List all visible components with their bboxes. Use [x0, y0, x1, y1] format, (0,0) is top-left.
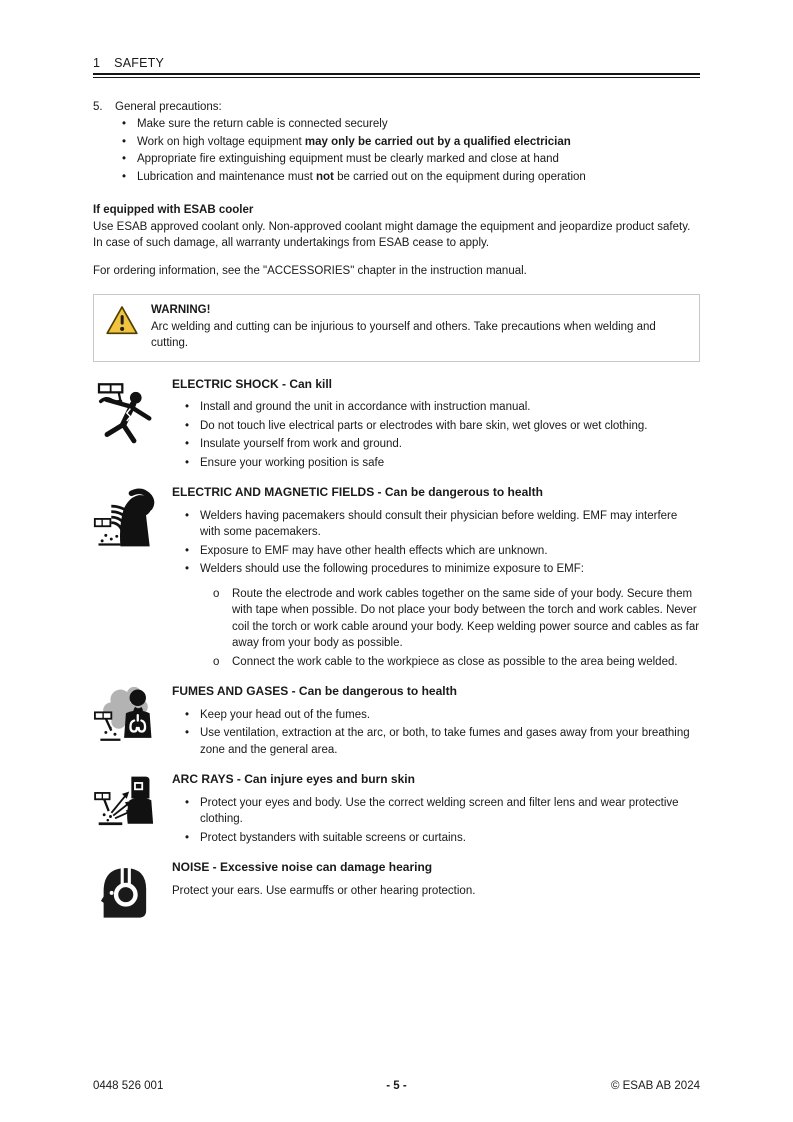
bullet-marker: •	[185, 419, 190, 432]
bullet-text: Work on high voltage equipment may only be carried out by a qualified electrician	[137, 135, 571, 148]
sub-bullet-item	[172, 654, 700, 671]
hazard-section	[93, 683, 700, 758]
precautions-title: General precautions:	[115, 100, 222, 113]
bullet-item	[172, 795, 700, 828]
bullet-text: Connect the work cable to the workpiece as close as possible to the area being welded.	[232, 655, 678, 668]
chapter-title: SAFETY	[114, 56, 164, 70]
hazard-items	[172, 883, 700, 900]
hazard-items	[172, 508, 700, 671]
hazard-section	[93, 376, 700, 472]
bullet-item	[115, 116, 700, 133]
bullet-text: Route the electrode and work cables together on the same side of your body. Secure them with tape when possible. Do not place your body between the torch and work cables. Never coil the torch or work cable around your body. Keep welding power source and cables as far away from your body as possible.	[232, 587, 700, 649]
bullet-marker: •	[185, 509, 190, 522]
warning-body: Arc welding and cutting can be injurious to yourself and others. Take precautions when welding and cutting.	[151, 320, 656, 349]
warning-box	[93, 294, 700, 362]
ordering-info: For ordering information, see the "ACCESSORIES" chapter in the instruction manual.	[93, 264, 527, 277]
bullet-text: Insulate yourself from work and ground.	[200, 438, 402, 450]
bullet-item	[172, 543, 700, 560]
arc-rays-icon	[93, 771, 172, 846]
bullet-item	[172, 561, 700, 578]
bullet-text: Welders should use the following procedures to minimize exposure to EMF:	[200, 563, 584, 575]
bullet-text: Exposure to EMF may have other health effects which are unknown.	[200, 544, 548, 557]
bullet-text: Protect bystanders with suitable screens or curtains.	[200, 831, 466, 844]
bullet-marker: •	[185, 708, 190, 721]
list-number: 5.	[93, 100, 103, 113]
electric-shock-icon	[93, 376, 172, 472]
bullet-text: Use ventilation, extraction at the arc, or both, to take fumes and gases away from your breathing zone and the general area.	[200, 727, 690, 756]
hazard-items	[172, 399, 700, 471]
bullet-marker: •	[122, 170, 127, 183]
bullet-item	[172, 707, 700, 724]
bullet-text: Do not touch live electrical parts or electrodes with bare skin, wet gloves or wet clothing.	[200, 419, 648, 432]
fumes-icon	[93, 683, 172, 758]
bullet-item	[172, 436, 700, 453]
bullet-marker: •	[185, 438, 190, 450]
bullet-text: Ensure your working position is safe	[200, 456, 385, 469]
bullet-item	[172, 455, 700, 472]
page-footer	[93, 1078, 700, 1098]
bullet-item	[172, 508, 700, 541]
bullet-marker: •	[185, 831, 190, 844]
bullet-marker: •	[185, 401, 190, 413]
page-number: - 5 -	[386, 1080, 407, 1092]
hazard-section	[93, 859, 700, 923]
emf-icon	[93, 484, 172, 670]
bullet-item	[115, 134, 700, 151]
bullet-item	[172, 830, 700, 847]
warning-title: WARNING!	[151, 304, 211, 316]
hazard-paragraph: Protect your ears. Use earmuffs or other hearing protection.	[172, 884, 476, 897]
hazard-title: FUMES AND GASES - Can be dangerous to health	[172, 684, 457, 698]
warning-triangle-icon	[105, 302, 151, 352]
document-number: 0448 526 001	[93, 1080, 164, 1092]
precautions-list	[115, 116, 700, 185]
cooler-heading: If equipped with ESAB cooler	[93, 204, 254, 216]
bullet-text: Welders having pacemakers should consult their physician before welding. EMF may interfere with some pacemakers.	[200, 509, 678, 538]
copyright-notice: © ESAB AB 2024	[610, 1080, 700, 1092]
hazard-title: ARC RAYS - Can injure eyes and burn skin	[172, 772, 415, 786]
hazard-list	[93, 376, 700, 924]
bullet-item	[172, 399, 700, 416]
bullet-marker: •	[122, 153, 127, 165]
noise-icon	[93, 859, 172, 923]
bullet-text: Keep your head out of the fumes.	[200, 708, 371, 721]
bullet-text: Make sure the return cable is connected securely	[137, 118, 388, 130]
bullet-marker: •	[185, 563, 190, 575]
cooler-body: Use ESAB approved coolant only. Non-approved coolant might damage the equipment and jeopardize product safety. In case of such damage, all warranty undertakings from ESAB cease to apply.	[93, 220, 691, 249]
bullet-marker: o	[213, 655, 220, 668]
bullet-text: Lubrication and maintenance must not be carried out on the equipment during operation	[137, 170, 586, 183]
sub-bullet-item	[172, 586, 700, 652]
bullet-marker: •	[185, 796, 190, 809]
hazard-title: ELECTRIC AND MAGNETIC FIELDS - Can be dangerous to health	[172, 485, 543, 499]
bullet-item	[172, 725, 700, 758]
bullet-text: Install and ground the unit in accordance with instruction manual.	[200, 401, 531, 413]
bullet-marker: •	[122, 118, 127, 130]
hazard-title: NOISE - Excessive noise can damage hearing	[172, 860, 433, 874]
bullet-item	[115, 151, 700, 168]
bullet-marker: •	[122, 135, 127, 148]
hazard-items	[172, 707, 700, 759]
bullet-marker: •	[185, 456, 190, 469]
header-rule	[93, 73, 700, 78]
bullet-marker: •	[185, 727, 190, 739]
general-precautions-section	[93, 99, 700, 186]
chapter-number: 1	[93, 56, 101, 70]
hazard-section	[93, 484, 700, 670]
bullet-text: Appropriate fire extinguishing equipment must be clearly marked and close at hand	[137, 153, 559, 165]
hazard-title: ELECTRIC SHOCK - Can kill	[172, 376, 333, 391]
hazard-section	[93, 771, 700, 846]
bullet-item	[115, 169, 700, 186]
bullet-text: Protect your eyes and body. Use the correct welding screen and filter lens and wear protective clothing.	[200, 796, 679, 825]
hazard-items	[172, 795, 700, 847]
page-header	[93, 55, 700, 72]
bullet-marker: •	[185, 544, 190, 557]
bullet-marker: o	[213, 587, 220, 600]
bullet-item	[172, 418, 700, 435]
